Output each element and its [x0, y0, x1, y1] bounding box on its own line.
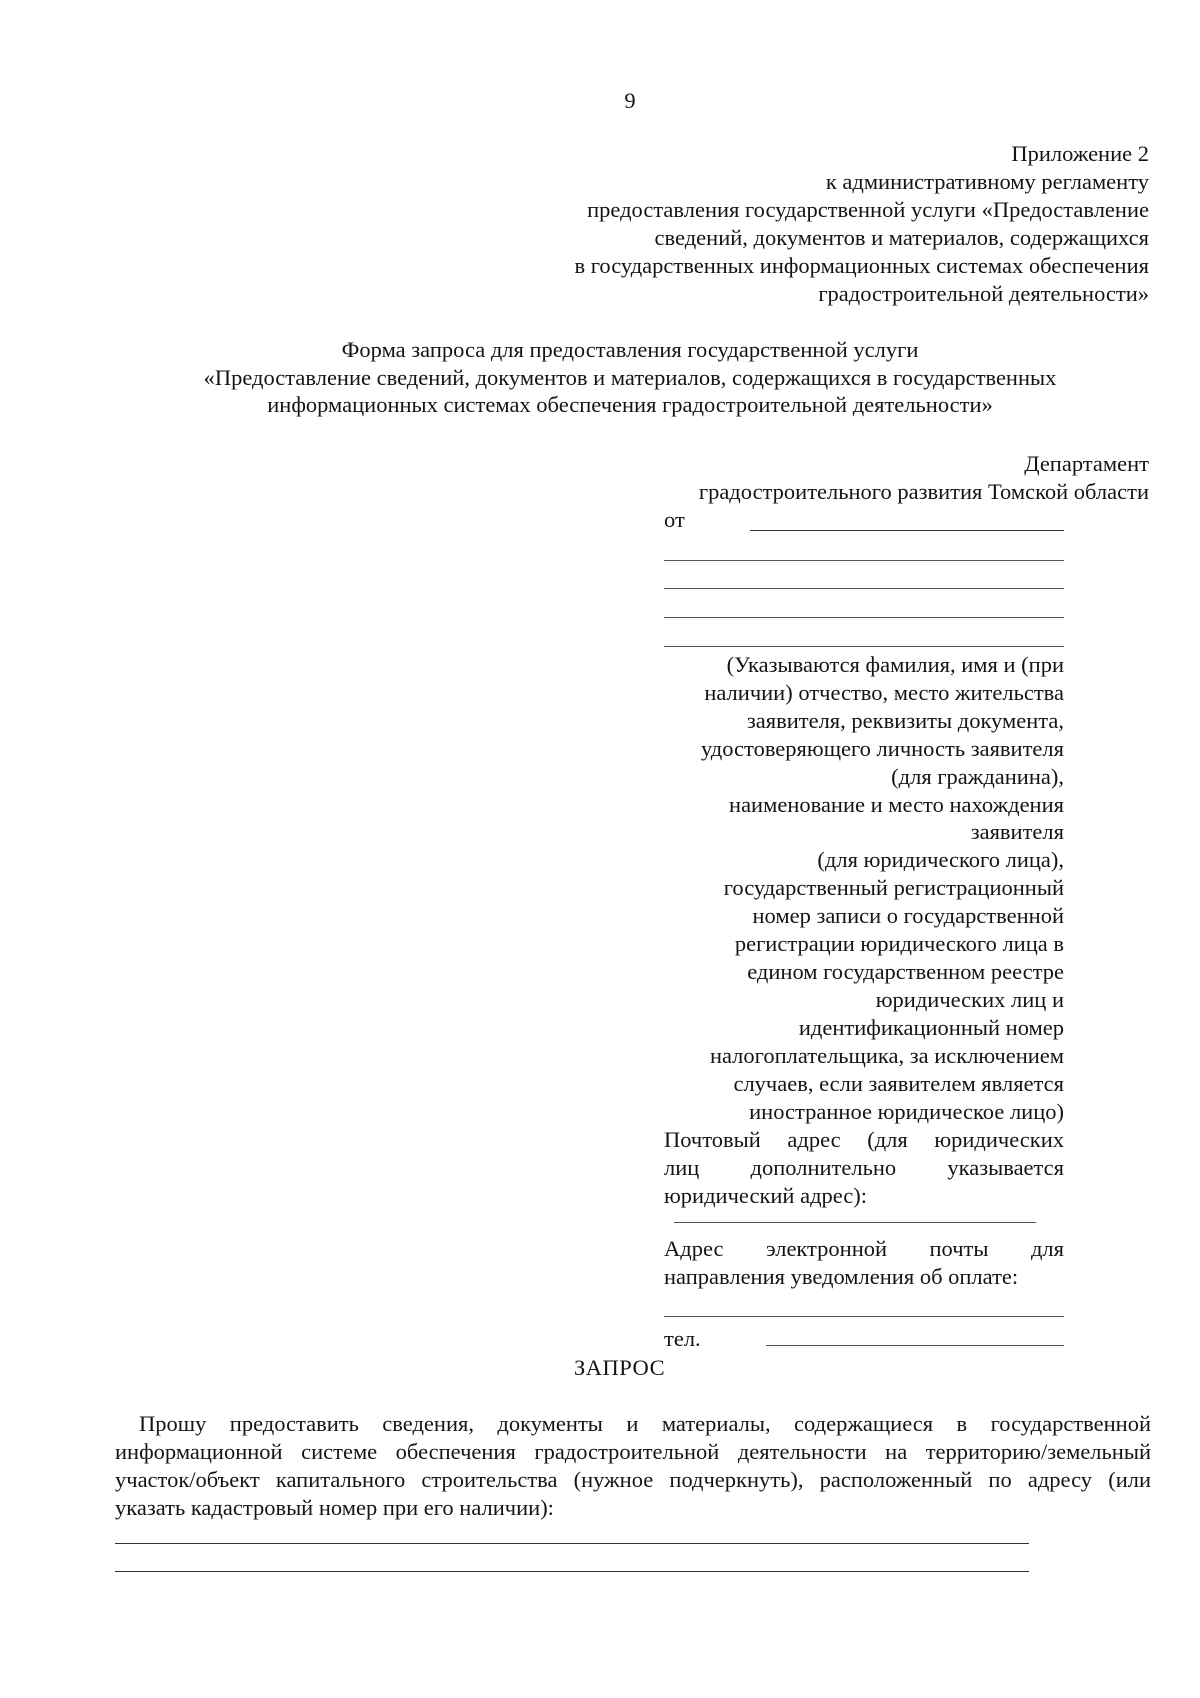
- appendix-line: предоставления государственной услуги «Предоставление: [587, 197, 1149, 222]
- body-line: Прошу предоставить сведения, документы и материалы, содержащиеся в государственной: [139, 1411, 1151, 1436]
- instruction-line: номер записи о государственной: [752, 903, 1064, 929]
- request-body: [115, 1410, 1151, 1522]
- form-title: [0, 336, 1200, 419]
- applicant-name-line[interactable]: [750, 530, 1064, 531]
- instruction-line: заявителя: [970, 819, 1064, 845]
- instruction-line: иностранное юридическое лицо): [749, 1098, 1064, 1124]
- postal-address-label: Почтовый адрес (для юридических: [664, 1127, 1064, 1152]
- body-line: указать кадастровый номер при его наличии):: [115, 1495, 554, 1520]
- email-block: [664, 1235, 1064, 1291]
- from-label: от: [664, 507, 685, 532]
- appendix-line: Приложение 2: [1011, 141, 1149, 166]
- appendix-line: к административному регламенту: [825, 169, 1149, 194]
- instruction-line: государственный регистрационный: [723, 875, 1064, 901]
- postal-address-label: лиц дополнительно указывается: [664, 1155, 1064, 1180]
- form-title-line: Форма запроса для предоставления государственной услуги: [341, 337, 919, 362]
- instruction-line: (для юридического лица),: [817, 847, 1064, 873]
- page-number: 9: [624, 88, 636, 113]
- body-line: информационной системе обеспечения градостроительной деятельности на территорию/земельный: [115, 1439, 1151, 1464]
- instruction-line: случаев, если заявителем является: [733, 1070, 1064, 1096]
- email-label: направления уведомления об оплате:: [664, 1264, 1019, 1289]
- instruction-line: регистрации юридического лица в: [734, 931, 1064, 957]
- postal-address-label: юридический адрес):: [664, 1183, 868, 1208]
- instruction-line: (для гражданина),: [891, 763, 1064, 789]
- appendix-line: в государственных информационных системах обеспечения: [574, 253, 1149, 278]
- request-title: ЗАПРОС: [574, 1355, 666, 1380]
- instruction-line: наименование и место нахождения: [729, 791, 1064, 817]
- instruction-line: налогоплательщика, за исключением: [709, 1042, 1064, 1068]
- instruction-line: наличии) отчество, место жительства: [704, 679, 1064, 705]
- form-title-line: «Предоставление сведений, документов и материалов, содержащихся в государственных: [203, 364, 1057, 390]
- applicant-instructions: [664, 651, 1064, 1125]
- form-title-line: информационных системах обеспечения градостроительной деятельности»: [267, 392, 993, 417]
- postal-address-block: [664, 1126, 1064, 1210]
- recipient-line: градостроительного развития Томской области: [698, 479, 1149, 504]
- email-line[interactable]: [664, 1316, 1064, 1317]
- address-line[interactable]: [115, 1571, 1029, 1572]
- tel-label: тел.: [664, 1326, 701, 1351]
- body-line: участок/объект капитального строительства (нужное подчеркнуть), расположенный по адресу (или: [115, 1467, 1151, 1492]
- applicant-info-line[interactable]: [664, 646, 1064, 647]
- tel-line[interactable]: [766, 1345, 1064, 1346]
- postal-address-line[interactable]: [674, 1222, 1036, 1223]
- applicant-info-line[interactable]: [664, 617, 1064, 618]
- instruction-line: юридических лиц и: [875, 986, 1064, 1012]
- address-line[interactable]: [115, 1543, 1029, 1544]
- instruction-line: (Указываются фамилия, имя и (при: [726, 652, 1064, 677]
- appendix-line: градостроительной деятельности»: [818, 281, 1149, 306]
- instruction-line: заявителя, реквизиты документа,: [746, 707, 1064, 733]
- instruction-line: удостоверяющего личность заявителя: [700, 735, 1064, 761]
- instruction-line: едином государственном реестре: [747, 958, 1064, 984]
- recipient-block: [699, 450, 1149, 506]
- recipient-line: Департамент: [1024, 451, 1149, 476]
- instruction-line: идентификационный номер: [798, 1014, 1064, 1040]
- email-label: Адрес электронной почты для: [664, 1236, 1064, 1261]
- applicant-info-line[interactable]: [664, 560, 1064, 561]
- appendix-header: [574, 140, 1149, 308]
- applicant-info-line[interactable]: [664, 588, 1064, 589]
- appendix-line: сведений, документов и материалов, содержащихся: [654, 225, 1149, 250]
